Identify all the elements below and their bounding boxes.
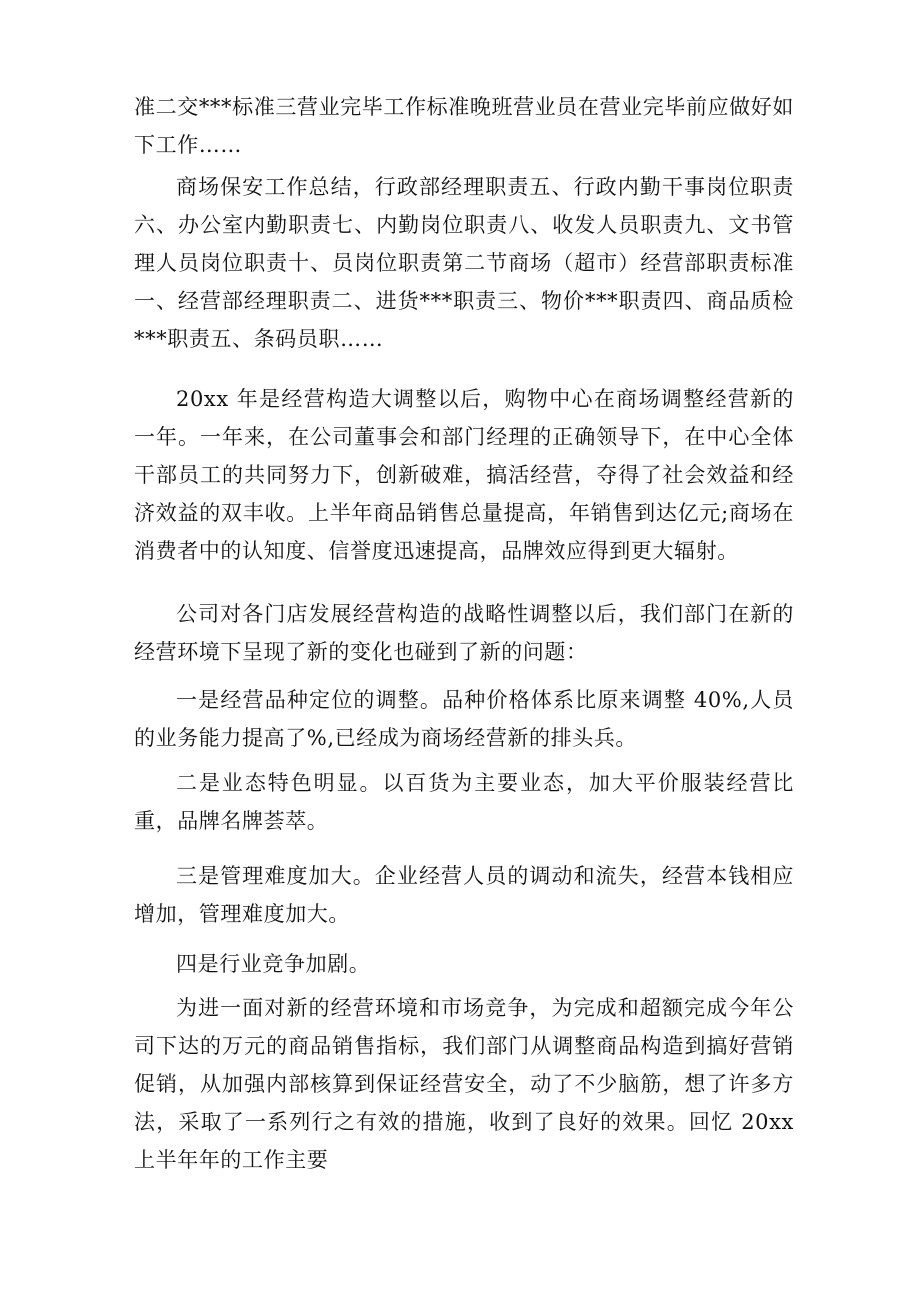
paragraph-3: 20xx 年是经营构造大调整以后，购物中心在商场调整经营新的一年。一年来，在公司董事会和部门经理的正确领导下，在中心全体干部员工的共同努力下，创新破难，搞活经营，夺得了社会效益和经济效益的双丰收。上半年商品销售总量提高，年销售到达亿元;商场在消费者中的认知度、信誉度迅速提高，品牌效应得到更大辐射。 (134, 387, 794, 563)
paragraph-6: 二是业态特色明显。以百货为主要业态，加大平价服装经营比重，品牌名牌荟萃。 (134, 771, 794, 833)
paragraph-5: 一是经营品种定位的调整。品种价格体系比原来调整 40%,人员的业务能力提高了%,已经成为商场经营新的排头兵。 (134, 688, 794, 750)
paragraph-8: 四是行业竞争加剧。 (176, 952, 371, 976)
paragraph-9: 为进一面对新的经营环境和市场竞争，为完成和超额完成今年公司下达的万元的商品销售指标，我们部门从调整商品构造到搞好营销促销，从加强内部核算到保证经营安全，动了不少脑筋，想了许多方法，采取了一系列行之有效的措施，收到了良好的效果。回忆 20xx 上半年年的工作主要 (134, 996, 794, 1172)
paragraph-7: 三是管理难度加大。企业经营人员的调动和流失，经营本钱相应增加，管理难度加大。 (134, 864, 794, 926)
paragraph-1: 准二交***标准三营业完毕工作标准晚班营业员在营业完毕前应做好如下工作…… (134, 95, 794, 157)
paragraph-2: 商场保安工作总结，行政部经理职责五、行政内勤干事岗位职责六、办公室内勤职责七、内勤岗位职责八、收发人员职责九、文书管理人员岗位职责十、员岗位职责第二节商场（超市）经营部职责标准一、经营部经理职责二、进货***职责三、物价***职责四、商品质检***职责五、条码员职…… (134, 175, 794, 351)
paragraph-4: 公司对各门店发展经营构造的战略性调整以后，我们部门在新的经营环境下呈现了新的变化也碰到了新的问题： (134, 602, 794, 664)
